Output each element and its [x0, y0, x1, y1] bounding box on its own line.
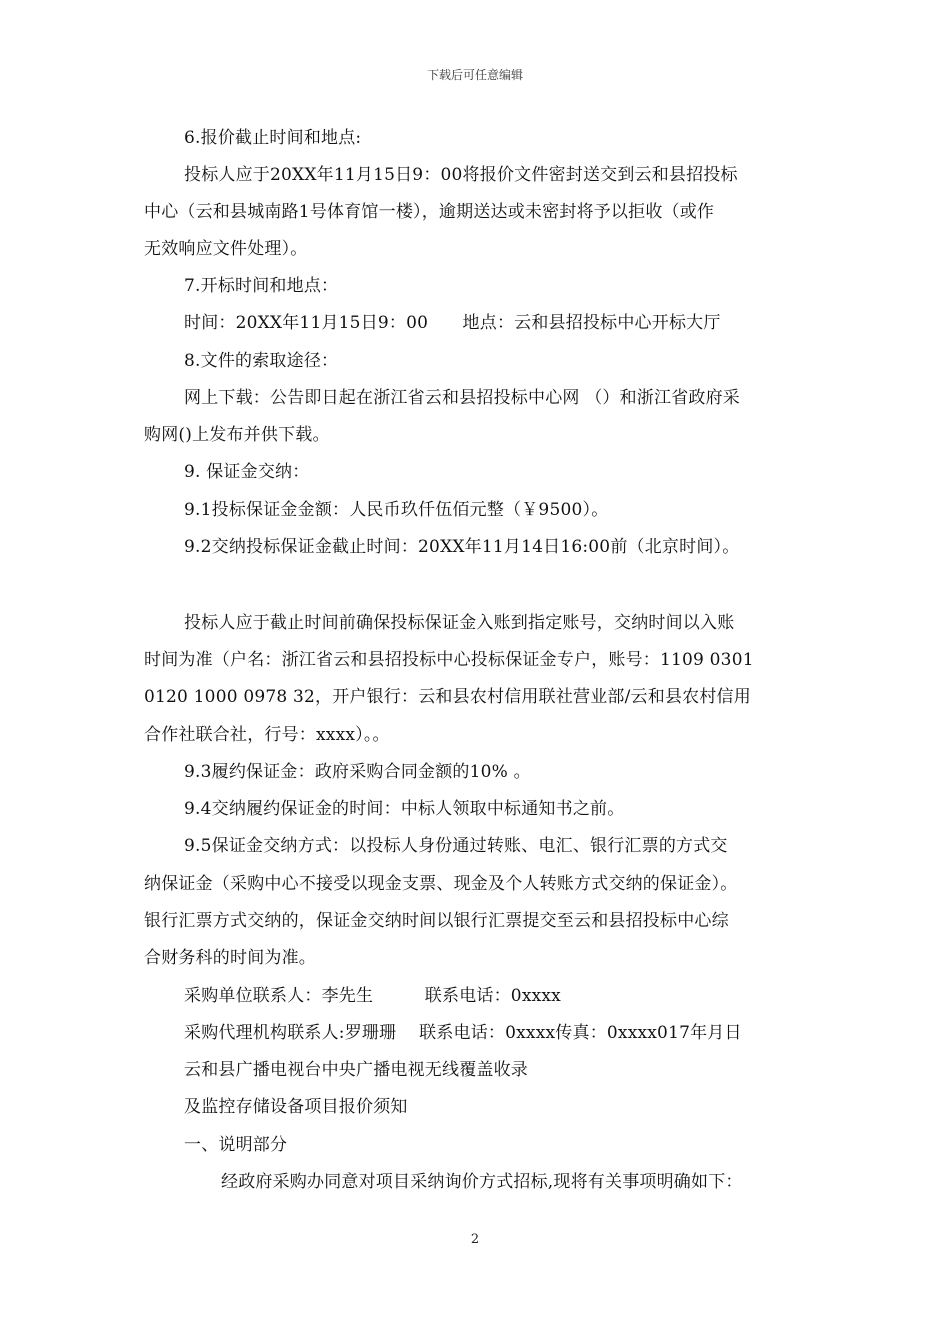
text-line: 采购单位联系人：李先生 联系电话：0xxxx	[184, 986, 561, 1006]
text-line: 时间为准（户名：浙江省云和县招投标中心投标保证金专户，账号：1109 0301	[144, 650, 754, 670]
text-line: 购网()上发布并供下载。	[144, 425, 330, 445]
text-line: 合财务科的时间为准。	[144, 948, 316, 968]
text-line: 9.1投标保证金金额：人民币玖仟伍佰元整（￥9500）。	[184, 500, 609, 520]
page-number: 2	[470, 1232, 480, 1247]
text-line: 网上下载：公告即日起在浙江省云和县招投标中心网 （）和浙江省政府采	[184, 388, 741, 408]
text-line: 6.报价截止时间和地点:	[184, 128, 362, 148]
text-line: 投标人应于20XX年11月15日9：00将报价文件密封送交到云和县招投标	[184, 165, 738, 185]
text-line: 投标人应于截止时间前确保投标保证金入账到指定账号，交纳时间以入账	[184, 613, 735, 633]
text-line: 纳保证金（采购中心不接受以现金支票、现金及个人转账方式交纳的保证金）。	[144, 874, 738, 894]
text-line: 9.5保证金交纳方式：以投标人身份通过转账、电汇、银行汇票的方式交	[184, 836, 728, 856]
text-line: 0120 1000 0978 32，开户银行：云和县农村信用联社营业部/云和县农村信用	[144, 687, 751, 707]
text-line: 合作社联合社，行号：xxxx）。。	[144, 725, 390, 745]
text-line: 7.开标时间和地点：	[184, 276, 339, 296]
text-line: 时间：20XX年11月15日9：00 地点：云和县招投标中心开标大厅	[184, 313, 721, 333]
text-line: 云和县广播电视台中央广播电视无线覆盖收录	[184, 1060, 528, 1080]
text-line: 9.4交纳履约保证金的时间：中标人领取中标通知书之前。	[184, 799, 625, 819]
text-line: 一、说明部分	[184, 1135, 288, 1155]
text-line: 采购代理机构联系人:罗珊珊 联系电话：0xxxx传真：0xxxx017年月日	[184, 1023, 742, 1043]
text-line: 9. 保证金交纳：	[184, 462, 310, 482]
page-header: 下载后可任意编辑	[426, 68, 523, 82]
text-line: 中心（云和县城南路1号体育馆一楼），逾期送达或未密封将予以拒收（或作	[144, 202, 715, 222]
text-line: 经政府采购办同意对项目采纳询价方式招标,现将有关事项明确如下：	[221, 1172, 743, 1192]
text-line: 8.文件的索取途径：	[184, 351, 339, 371]
text-line: 9.2交纳投标保证金截止时间：20XX年11月14日16:00前（北京时间）。	[184, 537, 740, 557]
text-line: 银行汇票方式交纳的，保证金交纳时间以银行汇票提交至云和县招投标中心综	[144, 911, 729, 931]
text-line: 9.3履约保证金：政府采购合同金额的10% 。	[184, 762, 531, 782]
text-line: 及监控存储设备项目报价须知	[184, 1097, 408, 1117]
text-line: 无效响应文件处理）。	[144, 239, 308, 259]
